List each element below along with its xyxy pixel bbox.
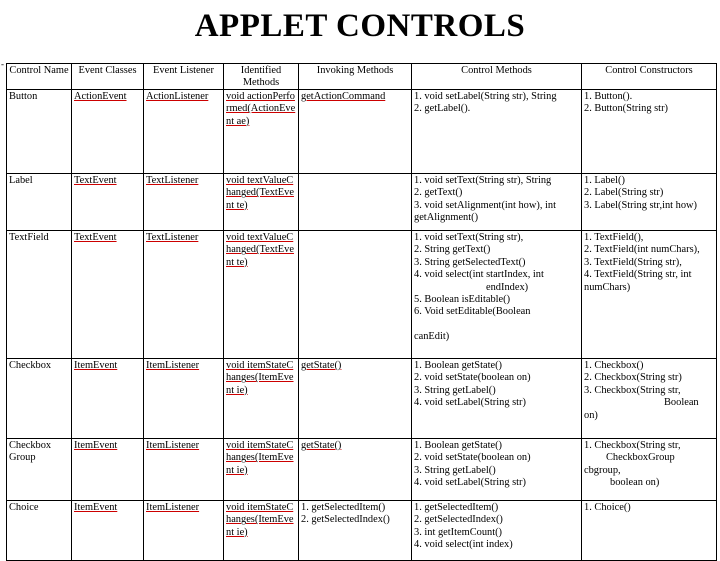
invoking-method-cell: getState()	[299, 359, 412, 439]
control-name-cell: Checkbox	[7, 359, 72, 439]
header-control-constructors: Control Constructors	[582, 64, 717, 90]
applet-controls-table	[6, 63, 717, 561]
identified-method-cell: void itemStateChanges(ItemEvent ie)	[224, 439, 299, 501]
identified-method-cell: void textValueChanged(TextEvent te)	[224, 174, 299, 231]
invoking-method-cell: getActionCommand	[299, 90, 412, 174]
invoking-method-cell: 1. getSelectedItem() 2. getSelectedIndex()	[299, 501, 412, 561]
listener-cell: TextListener	[144, 231, 224, 359]
constructors-cell: 1. Choice()	[582, 501, 717, 561]
control-name-cell: Label	[7, 174, 72, 231]
event-class-cell: ItemEvent	[72, 501, 144, 561]
table-row	[7, 90, 717, 174]
slide-title: APPLET CONTROLS	[194, 8, 526, 44]
control-name-cell: TextField	[7, 231, 72, 359]
header-control-methods: Control Methods	[412, 64, 582, 90]
listener-cell: TextListener	[144, 174, 224, 231]
header-control-name: Control Name	[7, 64, 72, 90]
constructors-cell: 1. Button(). 2. Button(String str)	[582, 90, 717, 174]
event-class-cell: TextEvent	[72, 174, 144, 231]
control-name-cell: Button	[7, 90, 72, 174]
invoking-method-cell	[299, 174, 412, 231]
margin-mark: -	[1, 59, 4, 69]
control-methods-cell: 1. void setText(String str), 2. String getText() 3. String getSelectedText() 4. void select(int startIndex, int endIndex) 5. Boolean isEditable() 6. Void setEditable(Boolean canEdit)	[412, 231, 582, 359]
control-name-cell: Checkbox Group	[7, 439, 72, 501]
event-class-cell: ActionEvent	[72, 90, 144, 174]
constructors-cell: 1. Label() 2. Label(String str) 3. Label(String str,int how)	[582, 174, 717, 231]
table-row	[7, 359, 717, 439]
event-class-cell: TextEvent	[72, 231, 144, 359]
constructors-cell: 1. Checkbox() 2. Checkbox(String str) 3. Checkbox(String str, Boolean on)	[582, 359, 717, 439]
table-row	[7, 439, 717, 501]
identified-method-cell: void itemStateChanges(ItemEvent ie)	[224, 359, 299, 439]
listener-cell: ItemListener	[144, 501, 224, 561]
control-methods-cell: 1. Boolean getState() 2. void setState(boolean on) 3. String getLabel() 4. void setLabel(String str)	[412, 359, 582, 439]
listener-cell: ActionListener	[144, 90, 224, 174]
table-row	[7, 231, 717, 359]
constructors-cell: 1. TextField(), 2. TextField(int numChars), 3. TextField(String str), 4. TextField(String str, int numChars)	[582, 231, 717, 359]
control-methods-cell: 1. void setLabel(String str), String 2. getLabel().	[412, 90, 582, 174]
header-event-classes: Event Classes	[72, 64, 144, 90]
header-identified-methods: Identified Methods	[224, 64, 299, 90]
event-class-cell: ItemEvent	[72, 439, 144, 501]
header-row	[7, 64, 717, 90]
control-name-cell: Choice	[7, 501, 72, 561]
identified-method-cell: void itemStateChanges(ItemEvent ie)	[224, 501, 299, 561]
listener-cell: ItemListener	[144, 359, 224, 439]
header-event-listener: Event Listener	[144, 64, 224, 90]
control-methods-cell: 1. getSelectedItem() 2. getSelectedIndex() 3. int getItemCount() 4. void select(int index)	[412, 501, 582, 561]
event-class-cell: ItemEvent	[72, 359, 144, 439]
invoking-method-cell: getState()	[299, 439, 412, 501]
header-invoking-methods: Invoking Methods	[299, 64, 412, 90]
invoking-method-cell	[299, 231, 412, 359]
control-methods-cell: 1. void setText(String str), String 2. getText() 3. void setAlignment(int how), int getAlignment()	[412, 174, 582, 231]
table-row	[7, 501, 717, 561]
table-row	[7, 174, 717, 231]
identified-method-cell: void textValueChanged(TextEvent te)	[224, 231, 299, 359]
listener-cell: ItemListener	[144, 439, 224, 501]
control-methods-cell: 1. Boolean getState() 2. void setState(boolean on) 3. String getLabel() 4. void setLabel(String str)	[412, 439, 582, 501]
identified-method-cell: void actionPerformed(ActionEvent ae)	[224, 90, 299, 174]
constructors-cell: 1. Checkbox(String str, CheckboxGroup cbgroup, boolean on)	[582, 439, 717, 501]
